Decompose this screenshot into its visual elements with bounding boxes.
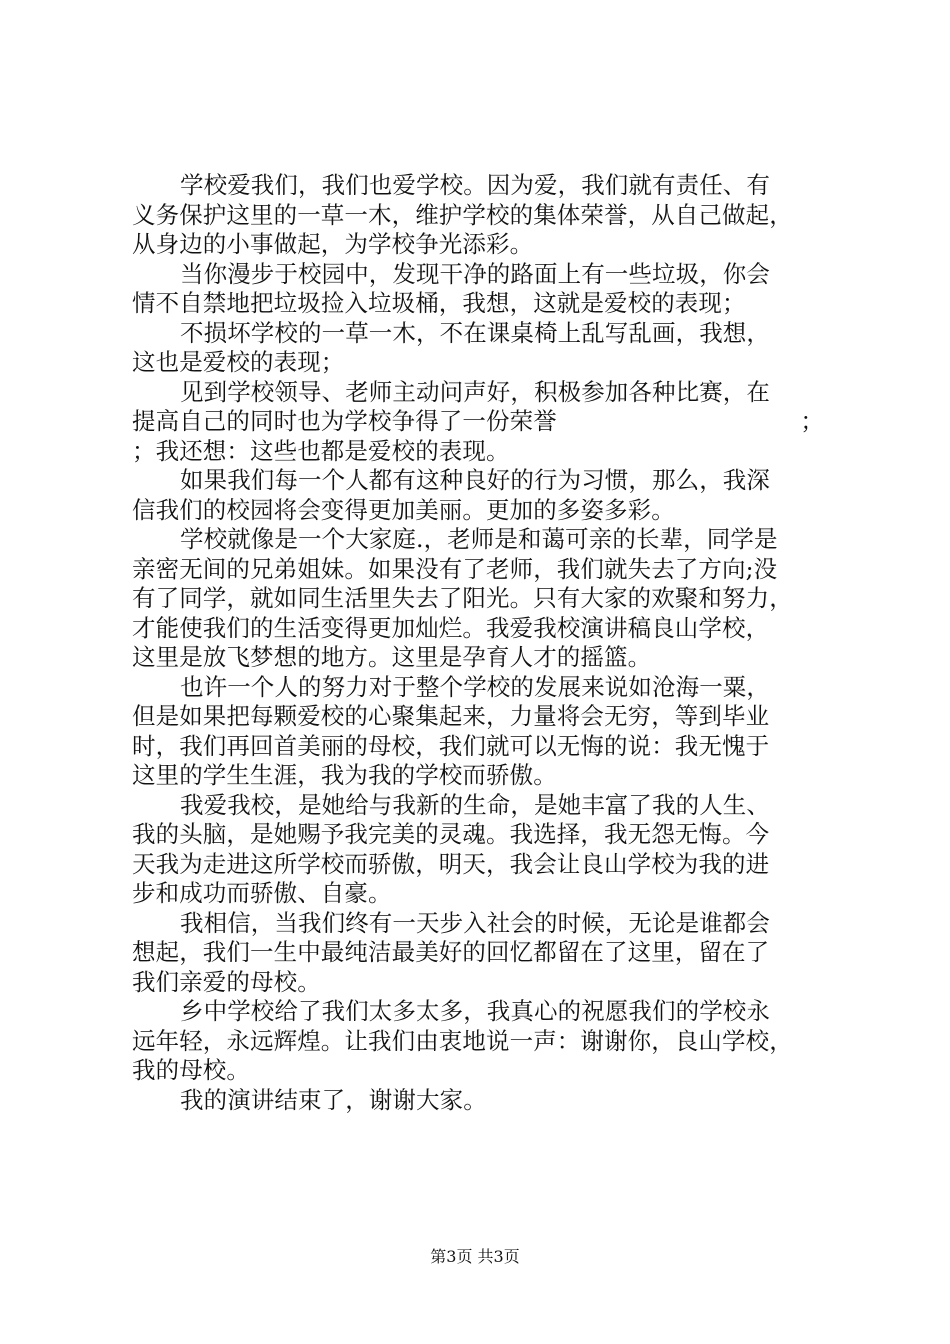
text-line: 我的母校。 [132, 1056, 250, 1084]
text-line: 也许一个人的努力对于整个学校的发展来说如沧海一粟， [180, 672, 770, 701]
text-line: 远年轻，永远辉煌。让我们由衷地说一声：谢谢你，良山学校， [132, 1026, 793, 1055]
text-line: 信我们的校园将会变得更加美丽。更加的多姿多彩。 [132, 495, 675, 524]
text-line: 这里是放飞梦想的地方。这里是孕育人才的摇篮。 [132, 643, 652, 671]
text-line: 见到学校领导、老师主动问声好，积极参加各种比赛，在 [180, 377, 770, 406]
text-line: 不损坏学校的一草一木，不在课桌椅上乱写乱画，我想， [180, 318, 770, 347]
text-line: ；我还想：这些也都是爱校的表现。 [132, 436, 510, 465]
text-line: 这也是爱校的表现； [132, 348, 345, 376]
text-line: 我的演讲结束了，谢谢大家。 [180, 1085, 487, 1114]
text-line: 时，我们再回首美丽的母校，我们就可以无悔的说：我无愧于 [132, 731, 770, 760]
text-line: 我们亲爱的母校。 [132, 967, 321, 996]
text-line: 从身边的小事做起，为学校争光添彩。 [132, 230, 534, 258]
text-line: 天我为走进这所学校而骄傲，明天，我会让良山学校为我的进 [132, 849, 770, 878]
text-line: 当你漫步于校园中，发现干净的路面上有一些垃圾，你会 [180, 259, 770, 288]
text-line: 情不自禁地把垃圾捡入垃圾桶，我想，这就是爱校的表现； [132, 289, 746, 317]
text-line: 乡中学校给了我们太多太多，我真心的祝愿我们的学校永 [180, 997, 770, 1025]
text-line: 我相信，当我们终有一天步入社会的时候，无论是谁都会 [180, 908, 770, 937]
text-line: 学校爱我们，我们也爱学校。因为爱，我们就有责任、有 [180, 171, 770, 199]
text-line: 学校就像是一个大家庭.，老师是和蔼可亲的长辈，同学是 [180, 525, 778, 553]
text-line-split [132, 407, 824, 437]
text-line: 想起，我们一生中最纯洁最美好的回忆都留在了这里，留在了 [132, 938, 770, 966]
text-line: 步和成功而骄傲、自豪。 [132, 879, 392, 907]
speech-body [132, 171, 832, 1115]
text-line: 我爱我校，是她给与我新的生命，是她丰富了我的人生、 [180, 790, 770, 819]
text-line: 义务保护这里的一草一木，维护学校的集体荣誉，从自己做起， [132, 200, 793, 229]
text-line: 我的头脑，是她赐予我完美的灵魂。我选择，我无怨无悔。今 [132, 820, 770, 848]
text-line: 亲密无间的兄弟姐妹。如果没有了老师，我们就失去了方向;没 [132, 554, 778, 583]
text-line: 这里的学生生涯，我为我的学校而骄傲。 [132, 761, 557, 789]
text-segment: ； [800, 407, 824, 435]
text-line: 如果我们每一个人都有这种良好的行为习惯，那么，我深 [180, 466, 770, 494]
page-number-footer: 第3页 共3页 [430, 1247, 520, 1266]
text-line: 但是如果把每颗爱校的心聚集起来，力量将会无穷，等到毕业 [132, 702, 770, 730]
text-segment: 提高自己的同时也为学校争得了一份荣誉 [132, 407, 557, 435]
text-line: 才能使我们的生活变得更加灿烂。我爱我校演讲稿良山学校， [132, 613, 770, 642]
text-line: 有了同学，就如同生活里失去了阳光。只有大家的欢聚和努力， [132, 584, 793, 612]
